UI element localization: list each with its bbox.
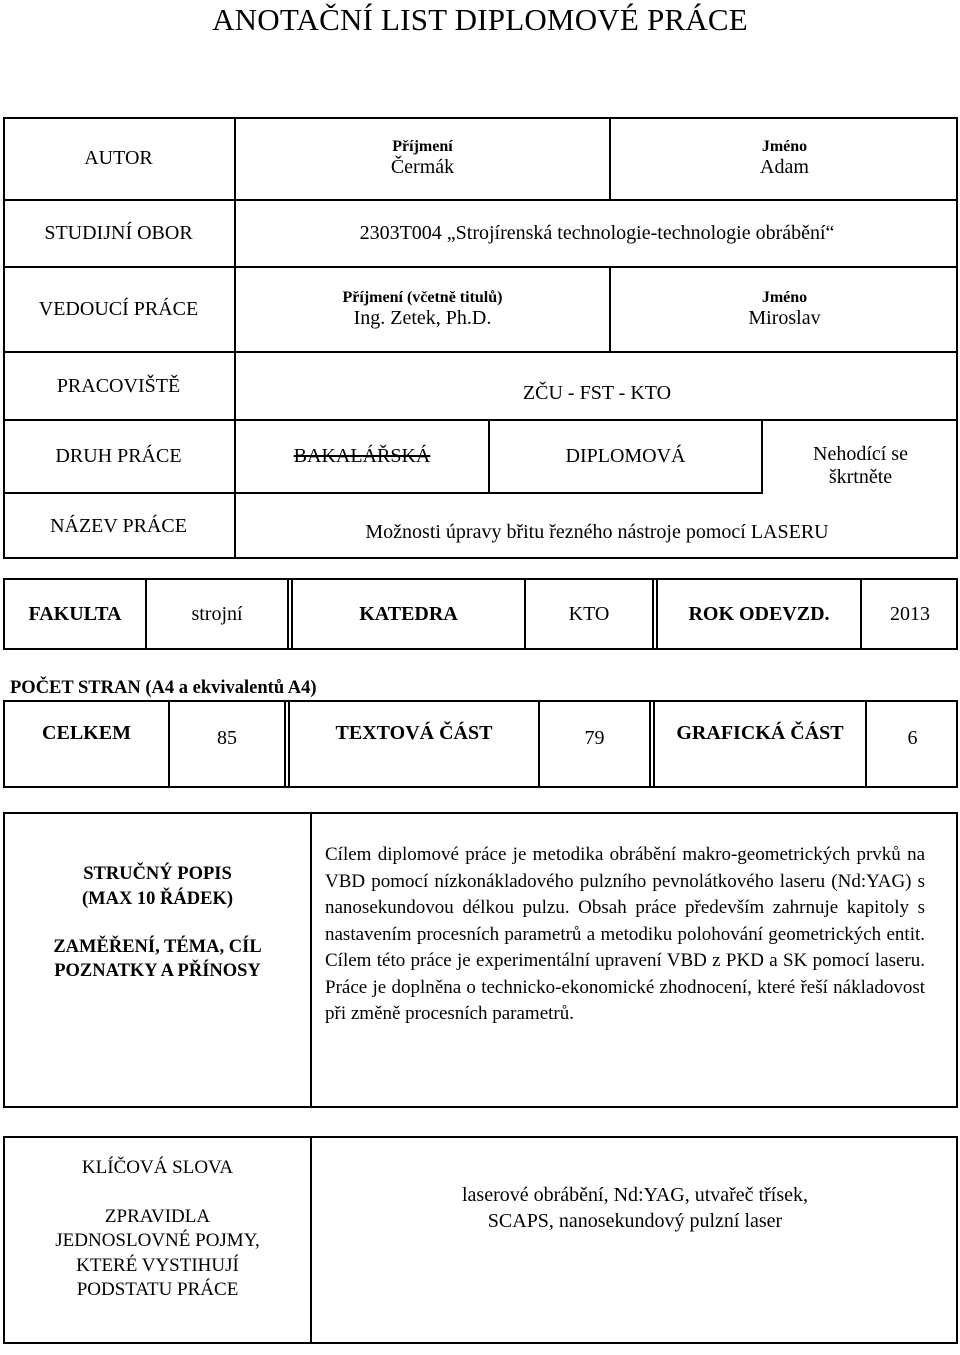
pages-heading: POČET STRAN (A4 a ekvivalentů A4) (10, 678, 317, 698)
workplace-value: ZČU - FST - KTO (522, 381, 672, 404)
work-type-note (763, 430, 958, 501)
work-type-note-line2: škrtněte (828, 465, 893, 488)
study-field-label: STUDIJNÍ OBOR (44, 222, 193, 244)
author-surname-cell (236, 117, 609, 199)
keywords-label-4: KTERÉ VYSTIHUJÍ (76, 1254, 239, 1276)
supervisor-surname-label: Příjmení (včetně titulů) (342, 289, 503, 306)
pages-graphic-label: GRAFICKÁ ČÁST (676, 722, 844, 744)
work-title-label: NÁZEV PRÁCE (50, 515, 187, 537)
year-value: 2013 (890, 602, 930, 625)
supervisor-name: Miroslav (748, 307, 821, 329)
author-label: AUTOR (84, 146, 153, 169)
supervisor-label: VEDOUCÍ PRÁCE (38, 298, 199, 320)
page-title: ANOTAČNÍ LIST DIPLOMOVÉ PRÁCE (212, 2, 748, 37)
faculty-label: FAKULTA (28, 602, 122, 625)
summary-label-3: ZAMĚŘENÍ, TÉMA, CÍL (53, 937, 262, 957)
summary-label-1: STRUČNÝ POPIS (83, 864, 232, 884)
workplace-label: PRACOVIŠTĚ (56, 374, 181, 397)
keywords-label-3: JEDNOSLOVNÉ POJMY, (55, 1230, 260, 1251)
author-name: Adam (760, 155, 809, 178)
study-field-value: 2303T004 „Strojírenská technologie-technologie obrábění“ (359, 222, 835, 244)
work-type-label: DRUH PRÁCE (55, 445, 182, 467)
work-title-value: Možnosti úpravy břitu řezného nástroje pomocí LASERU (365, 521, 829, 543)
work-type-diploma: DIPLOMOVÁ (565, 445, 686, 467)
author-name-cell (611, 117, 958, 199)
keywords-label-1: KLÍČOVÁ SLOVA (81, 1157, 234, 1178)
work-type-bachelor: BAKALÁŘSKÁ (293, 445, 431, 467)
author-surname: Čermák (390, 155, 455, 178)
supervisor-name-label: Jméno (761, 289, 808, 306)
supervisor-surname: Ing. Zetek, Ph.D. (353, 307, 492, 329)
pages-total-value: 85 (217, 727, 237, 749)
department-value: KTO (568, 602, 610, 625)
keywords-value-1: laserové obrábění, Nd:YAG, utvařeč třísek, (462, 1184, 808, 1206)
keywords-value-2: SCAPS, nanosekundový pulzní laser (487, 1210, 783, 1232)
keywords-value (312, 1182, 958, 1234)
summary-text: Cílem diplomové práce je metodika obrábění makro-geometrických prvků na VBD pomocí nízkonákladového pulzního pevnolátkového laseru (Nd:YAG) s nanosekundovou délkou pulzu. Obsah práce především zahrnuje kapitoly s nastavením procesních parametrů a metodiku polohování geometrických entit. Cílem této práce je experimentální upravení VBD z PKD a SK pomocí laseru. Práce je doplněna o technicko-ekonomické zhodnocení, které řeší nákladovost při změně procesních parametrů. (325, 844, 925, 1024)
department-label: KATEDRA (359, 602, 458, 625)
work-type-note-line1: Nehodící se (813, 442, 908, 465)
year-label: ROK ODEVZD. (688, 602, 830, 625)
faculty-value: strojní (191, 602, 243, 625)
keywords-label-5: PODSTATU PRÁCE (76, 1279, 239, 1300)
author-surname-label: Příjmení (392, 137, 453, 155)
author-name-label: Jméno (761, 137, 808, 155)
summary-label-2: (MAX 10 ŘÁDEK) (81, 889, 234, 909)
summary-label-4: POZNATKY A PŘÍNOSY (54, 961, 261, 981)
pages-graphic-value: 6 (907, 727, 918, 749)
supervisor-surname-cell (236, 268, 609, 351)
keywords-label-2: ZPRAVIDLA (104, 1205, 211, 1227)
pages-text-label: TEXTOVÁ ČÁST (335, 722, 493, 744)
keywords-label (5, 1156, 310, 1303)
pages-text-value: 79 (584, 727, 605, 749)
pages-total-label: CELKEM (42, 722, 131, 744)
supervisor-name-cell (611, 268, 958, 351)
